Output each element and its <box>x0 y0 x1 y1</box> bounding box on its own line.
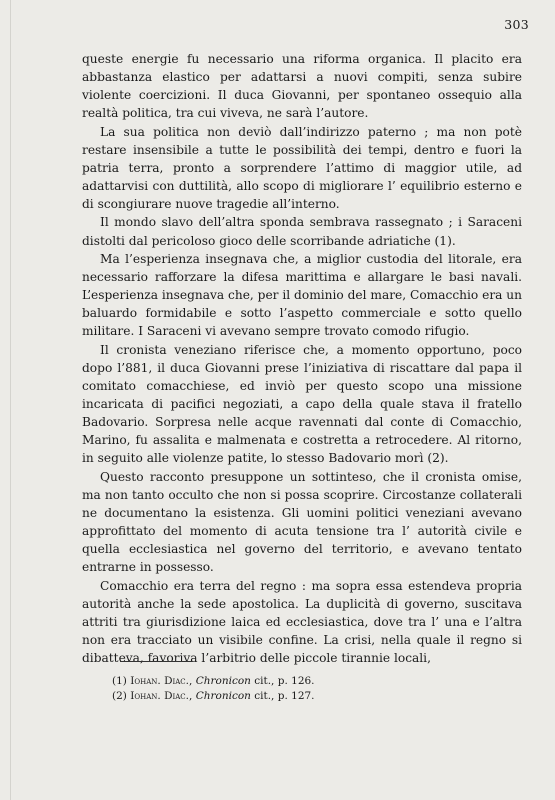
paragraph: La sua politica non deviò dall’indirizzo paterno ; ma non potè restare insensibile a tutte le possibilità dei tempi, dentro e fuori la patria terra, pronto a sorprendere l’attimo di maggior utile, ad adattarvisi con duttilità, allo scopo di migliorare l’ equilibrio esterno e di scongiurare nuove tragedie all’interno. <box>82 124 522 212</box>
main-text <box>82 50 522 667</box>
footnote-number: (2) <box>112 689 127 702</box>
paragraph: Il mondo slavo dell’altra sponda sembrava rassegnato ; i Saraceni distolti dal pericoloso gioco delle scorribande adriatiche (1). <box>82 215 522 248</box>
paragraph: Il cronista veneziano riferisce che, a momento opportuno, poco dopo l’881, il duca Giovanni prese l’iniziativa di riscattare dal papa il comitato comacchiese, ed inviò per questo scopo una missione incaricata di pacifici negoziati, a capo della quale stava il fratello Badovario. Sorpresa nelle acque ravennati dal conte di Comacchio, Marino, fu assalita e malmenata e costretta a retrocedere. Al ritorno, in seguito alle violenze patite, lo stesso Badovario morì (2). <box>82 342 522 466</box>
footnote-author: Iohan. Diac. <box>130 689 189 702</box>
paragraph: Comacchio era terra del regno : ma sopra essa estendeva propria autorità anche la sede apostolica. La duplicità di governo, suscitava attriti tra giurisdizione laica ed ecclesiastica, dove tra l’ una e l’altra non era tracciato un visibile confine. La crisi, nella quale il regno si dibatteva, favoriva l’arbitrio delle piccole tirannie locali, <box>82 578 522 666</box>
footnote-cite: cit., p. 127. <box>254 689 315 702</box>
footnote-cite: cit., p. 126. <box>254 675 315 687</box>
footnote: (2) Iohan. Diac., Chronicon cit., p. 127. <box>112 689 315 702</box>
footnote: (1) Iohan. Diac., Chronicon cit., p. 126. <box>112 675 315 687</box>
footnote-author: Iohan. Diac. <box>130 675 189 687</box>
footnote-work: Chronicon <box>195 689 251 702</box>
paragraph: Questo racconto presuppone un sottinteso, che il cronista omise, ma non tanto occulto che non si possa scoprire. Circostanze collaterali ne documentano la esistenza. Gli uomini politici veneziani avevano approfittato del momento di acuta tensione tra l’ autorità civile e quella ecclesiastica nel governo del territorio, e avevano tentato entrarne in possesso. <box>82 469 522 575</box>
footnotes <box>112 674 442 703</box>
footnote-rule <box>120 661 192 662</box>
paragraph: Ma l’esperienza insegnava che, a miglior custodia del litorale, era necessario rafforzare la difesa marittima e allargare le basi navali. L’esperienza insegnava che, per il dominio del mare, Comacchio era un baluardo formidabile e sotto l’aspetto commerciale e sotto quello militare. I Saraceni vi avevano sempre trovato comodo rifugio. <box>82 251 522 339</box>
footnote-number: (1) <box>112 675 127 687</box>
page-edge <box>10 0 11 800</box>
page-number: 303 <box>504 17 529 32</box>
footnote-work: Chronicon <box>195 675 251 687</box>
paragraph: queste energie fu necessario una riforma organica. Il placito era abbastanza elastico per adattarsi a nuovi compiti, senza subire violente coercizioni. Il duca Giovanni, per spontaneo ossequio alla realtà politica, tra cui viveva, ne sarà l’autore. <box>82 52 522 121</box>
